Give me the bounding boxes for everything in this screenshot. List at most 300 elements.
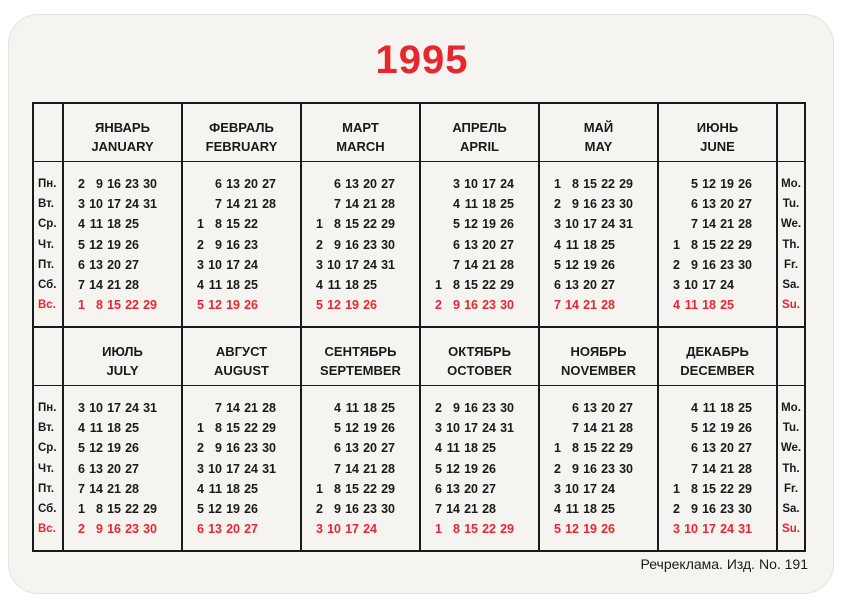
day-number: 24 (500, 177, 514, 191)
week-row (183, 519, 300, 539)
day-number: 1 (673, 481, 680, 496)
day-number: 20 (720, 441, 734, 456)
en-day-name: Fr. (783, 258, 799, 271)
day-number: 3 (197, 461, 204, 476)
day-number: 30 (619, 197, 633, 212)
week-row (302, 418, 419, 438)
day-number: 8 (334, 217, 341, 232)
day-number: 5 (197, 298, 204, 313)
day-number: 11 (345, 401, 359, 415)
day-number: 30 (738, 257, 752, 272)
day-number: 25 (500, 197, 514, 212)
week-row (540, 275, 657, 295)
day-number: 29 (381, 217, 395, 232)
day-number: 20 (244, 177, 258, 191)
day-number: 26 (738, 421, 752, 436)
day-number: 2 (435, 298, 442, 313)
day-number: 21 (464, 501, 478, 516)
day-number: 14 (583, 421, 597, 436)
month-header (659, 104, 776, 162)
week-row (183, 255, 300, 275)
month-name-ru: ЯНВАРЬ (95, 120, 150, 135)
ru-day-name: Ср. (38, 218, 57, 231)
day-number: 4 (78, 421, 85, 436)
week-row (659, 194, 776, 214)
day-number: 2 (554, 461, 561, 476)
day-number: 14 (226, 197, 240, 212)
week-row (659, 398, 776, 418)
second-half-year (32, 328, 806, 550)
day-number: 1 (78, 298, 85, 313)
day-number: 19 (345, 298, 359, 313)
day-number: 3 (78, 401, 85, 415)
en-day-name: Fr. (783, 482, 799, 495)
day-number: 2 (435, 401, 442, 415)
day-number: 17 (107, 197, 121, 212)
week-row (64, 235, 181, 255)
week-row (64, 275, 181, 295)
week-row (540, 418, 657, 438)
day-number: 27 (482, 481, 496, 496)
day-number: 20 (107, 461, 121, 476)
day-number: 16 (107, 522, 121, 537)
day-number: 31 (381, 257, 395, 272)
day-number: 12 (89, 237, 103, 252)
week-row (302, 499, 419, 519)
day-number: 9 (215, 441, 222, 456)
day-number: 11 (327, 277, 341, 292)
day-number: 17 (702, 277, 716, 292)
day-number: 25 (244, 481, 258, 496)
week-row (659, 174, 776, 194)
day-number: 15 (464, 522, 478, 537)
week-row (421, 275, 538, 295)
day-number: 12 (565, 522, 579, 537)
day-number: 25 (738, 401, 752, 415)
day-number: 28 (738, 217, 752, 232)
day-number: 16 (583, 461, 597, 476)
week-row (302, 398, 419, 418)
day-number: 30 (143, 522, 157, 537)
day-number: 29 (738, 481, 752, 496)
day-number: 24 (601, 217, 615, 232)
week-row (64, 418, 181, 438)
day-number: 27 (125, 257, 139, 272)
day-number: 26 (125, 237, 139, 252)
day-number: 23 (482, 401, 496, 415)
day-number: 28 (738, 461, 752, 476)
day-number: 15 (345, 217, 359, 232)
day-number: 15 (464, 277, 478, 292)
week-row (659, 275, 776, 295)
day-number: 19 (363, 421, 377, 436)
day-number: 29 (262, 421, 276, 436)
en-day-name: We. (780, 218, 802, 231)
month-name-ru: ИЮНЬ (696, 120, 739, 135)
month-block (419, 104, 538, 326)
day-number: 23 (244, 237, 258, 252)
day-number: 2 (197, 237, 204, 252)
day-number: 1 (554, 177, 561, 191)
day-number: 31 (262, 461, 276, 476)
day-number: 12 (208, 298, 222, 313)
day-number: 11 (702, 401, 716, 415)
month-name-ru: АПРЕЛЬ (452, 120, 507, 135)
day-number: 6 (435, 481, 442, 496)
month-name-ru: АВГУСТ (215, 344, 268, 359)
week-row (540, 398, 657, 418)
en-day-name: Tu. (782, 422, 800, 435)
day-number: 27 (738, 197, 752, 212)
day-number: 10 (565, 481, 579, 496)
week-row (540, 214, 657, 234)
month-name-en: SEPTEMBER (320, 363, 401, 378)
day-number: 16 (345, 501, 359, 516)
day-number: 6 (215, 177, 222, 191)
day-number: 12 (89, 441, 103, 456)
day-number: 17 (702, 522, 716, 537)
week-row (64, 499, 181, 519)
month-name-ru: ДЕКАБРЬ (686, 344, 749, 359)
day-number: 10 (565, 217, 579, 232)
day-number: 2 (197, 441, 204, 456)
day-number: 5 (78, 237, 85, 252)
day-number: 20 (583, 277, 597, 292)
day-number: 8 (453, 277, 460, 292)
day-number: 1 (435, 277, 442, 292)
day-number: 27 (601, 277, 615, 292)
day-number: 19 (226, 298, 240, 313)
month-block (62, 104, 181, 326)
day-number: 6 (691, 197, 698, 212)
day-number: 22 (601, 177, 615, 191)
month-name-ru: МАЙ (583, 120, 614, 135)
day-number: 30 (500, 401, 514, 415)
day-number: 26 (738, 177, 752, 191)
day-number: 23 (720, 501, 734, 516)
week-row (302, 214, 419, 234)
week-row (302, 295, 419, 315)
ru-day-name: Пт. (38, 482, 55, 495)
day-number: 24 (125, 401, 139, 415)
week-row (302, 438, 419, 458)
month-name-ru: МАРТ (342, 120, 379, 135)
day-number: 18 (226, 277, 240, 292)
day-number: 24 (244, 461, 258, 476)
day-number: 27 (125, 461, 139, 476)
day-number: 27 (381, 177, 395, 191)
month-header (183, 104, 300, 162)
day-number: 11 (565, 501, 579, 516)
day-number: 2 (78, 177, 85, 191)
day-number: 11 (684, 298, 698, 313)
day-number: 11 (565, 237, 579, 252)
week-row (302, 194, 419, 214)
day-number: 4 (453, 197, 460, 212)
day-number: 2 (673, 501, 680, 516)
day-number: 30 (619, 461, 633, 476)
month-block (62, 328, 181, 550)
day-number: 8 (96, 501, 103, 516)
day-number: 2 (554, 197, 561, 212)
ru-day-name: Пн. (38, 402, 57, 414)
day-number: 4 (334, 401, 341, 415)
day-number: 26 (244, 298, 258, 313)
month-block (181, 328, 300, 550)
day-number: 19 (720, 177, 734, 191)
week-row (183, 295, 300, 315)
day-number: 6 (334, 177, 341, 191)
day-number: 7 (215, 197, 222, 212)
ru-day-name: Сб. (38, 278, 57, 291)
day-number: 25 (482, 441, 496, 456)
day-number: 23 (601, 461, 615, 476)
week-row (183, 459, 300, 479)
day-number: 13 (446, 481, 460, 496)
day-number: 1 (197, 421, 204, 436)
month-name-en: OCTOBER (447, 363, 512, 378)
day-number: 3 (78, 197, 85, 212)
day-number: 2 (78, 522, 85, 537)
day-number: 7 (215, 401, 222, 415)
day-number: 18 (107, 217, 121, 232)
day-number: 30 (381, 501, 395, 516)
day-number: 6 (554, 277, 561, 292)
en-day-name: Su. (782, 523, 800, 536)
day-number: 9 (334, 501, 341, 516)
en-day-name: We. (780, 442, 802, 455)
week-row (421, 194, 538, 214)
week-row (421, 295, 538, 315)
day-number: 29 (619, 177, 633, 191)
day-number: 5 (435, 461, 442, 476)
day-number: 2 (316, 501, 323, 516)
day-number: 3 (197, 257, 204, 272)
day-number: 24 (720, 522, 734, 537)
day-number: 20 (363, 177, 377, 191)
month-name-en: NOVEMBER (560, 363, 637, 378)
first-half-year (32, 104, 806, 328)
ru-day-name: Вт. (38, 198, 54, 211)
day-number: 18 (482, 197, 496, 212)
day-number: 7 (78, 277, 85, 292)
month-name-ru: ФЕВРАЛЬ (209, 120, 274, 135)
day-number: 13 (565, 277, 579, 292)
day-number: 9 (96, 522, 103, 537)
day-number: 9 (453, 298, 460, 313)
day-number: 18 (464, 441, 478, 456)
day-number: 8 (572, 177, 579, 191)
day-number: 22 (363, 481, 377, 496)
week-row (659, 214, 776, 234)
day-number: 16 (583, 197, 597, 212)
day-number: 4 (554, 237, 561, 252)
week-row (421, 418, 538, 438)
day-number: 30 (262, 441, 276, 456)
day-number: 10 (208, 257, 222, 272)
day-number: 3 (673, 277, 680, 292)
day-number: 12 (208, 501, 222, 516)
day-number: 10 (327, 257, 341, 272)
week-row (64, 459, 181, 479)
month-block (657, 104, 776, 326)
day-number: 29 (619, 441, 633, 456)
week-row (421, 438, 538, 458)
day-number: 22 (482, 522, 496, 537)
day-number: 23 (601, 197, 615, 212)
ru-day-name: Чт. (38, 462, 54, 475)
day-number: 22 (363, 217, 377, 232)
day-number: 8 (572, 441, 579, 456)
day-number: 9 (691, 257, 698, 272)
day-number: 18 (345, 277, 359, 292)
week-row (302, 174, 419, 194)
day-number: 19 (583, 522, 597, 537)
day-number: 5 (78, 441, 85, 456)
day-number: 8 (691, 481, 698, 496)
day-number: 24 (125, 197, 139, 212)
week-row (64, 295, 181, 315)
day-number: 28 (125, 481, 139, 496)
day-number: 23 (244, 441, 258, 456)
day-number: 13 (345, 441, 359, 456)
day-number: 1 (197, 217, 204, 232)
day-number: 21 (107, 277, 121, 292)
day-number: 27 (381, 441, 395, 456)
week-row (183, 479, 300, 499)
day-number: 17 (226, 461, 240, 476)
day-number: 29 (381, 481, 395, 496)
day-number: 21 (363, 461, 377, 476)
day-number: 24 (244, 257, 258, 272)
day-number: 25 (363, 277, 377, 292)
day-number: 15 (107, 501, 121, 516)
week-row (64, 174, 181, 194)
day-number: 17 (345, 257, 359, 272)
day-number: 14 (345, 461, 359, 476)
year-title: 1995 (375, 38, 469, 82)
day-number: 26 (381, 421, 395, 436)
day-number: 28 (619, 421, 633, 436)
week-row (659, 519, 776, 539)
day-number: 26 (363, 298, 377, 313)
month-header (540, 104, 657, 162)
day-number: 13 (89, 461, 103, 476)
month-header (540, 328, 657, 386)
week-row (659, 255, 776, 275)
en-day-name: Su. (782, 299, 800, 312)
en-day-name: Sa. (782, 278, 800, 291)
day-number: 1 (78, 501, 85, 516)
week-row (540, 255, 657, 275)
week-row (659, 418, 776, 438)
week-row (540, 194, 657, 214)
day-number: 8 (215, 217, 222, 232)
day-number: 11 (208, 481, 222, 496)
day-number: 12 (702, 421, 716, 436)
day-number: 9 (572, 461, 579, 476)
day-number: 23 (125, 177, 139, 191)
day-number: 4 (316, 277, 323, 292)
week-row (540, 479, 657, 499)
day-number: 5 (453, 217, 460, 232)
day-number: 10 (464, 177, 478, 191)
day-number: 13 (226, 177, 240, 191)
day-number: 16 (107, 177, 121, 191)
day-number: 14 (89, 481, 103, 496)
day-number: 27 (244, 522, 258, 537)
day-number: 22 (720, 481, 734, 496)
day-number: 22 (244, 217, 258, 232)
week-row (64, 214, 181, 234)
day-number: 13 (702, 441, 716, 456)
day-number: 5 (334, 421, 341, 436)
day-number: 29 (143, 501, 157, 516)
en-day-name: Mo. (781, 402, 801, 414)
day-number: 14 (345, 197, 359, 212)
day-number: 26 (601, 522, 615, 537)
day-number: 17 (482, 177, 496, 191)
day-number: 7 (691, 461, 698, 476)
day-number: 16 (226, 441, 240, 456)
day-number: 12 (446, 461, 460, 476)
day-number: 16 (345, 237, 359, 252)
week-row (421, 255, 538, 275)
day-number: 14 (446, 501, 460, 516)
day-number: 22 (601, 441, 615, 456)
ru-day-name: Сб. (38, 502, 57, 515)
day-number: 31 (619, 217, 633, 232)
day-number: 22 (482, 277, 496, 292)
day-number: 12 (464, 217, 478, 232)
day-number: 4 (691, 401, 698, 415)
day-number: 26 (601, 257, 615, 272)
month-block (657, 328, 776, 550)
day-number: 5 (691, 177, 698, 191)
week-row (302, 479, 419, 499)
day-number: 25 (720, 298, 734, 313)
week-row (302, 255, 419, 275)
en-day-name: Mo. (781, 178, 801, 190)
day-number: 30 (738, 501, 752, 516)
day-number: 21 (720, 461, 734, 476)
ru-day-name: Чт. (38, 238, 54, 251)
week-row (659, 295, 776, 315)
day-number: 11 (208, 277, 222, 292)
month-name-en: JULY (106, 363, 139, 378)
month-header (659, 328, 776, 386)
day-number: 16 (226, 237, 240, 252)
day-number: 28 (500, 257, 514, 272)
day-number: 3 (453, 177, 460, 191)
day-number: 17 (464, 421, 478, 436)
day-number: 13 (89, 257, 103, 272)
day-number: 20 (720, 197, 734, 212)
month-block (300, 104, 419, 326)
day-number: 6 (334, 441, 341, 456)
week-row (183, 275, 300, 295)
day-number: 14 (702, 217, 716, 232)
day-number: 28 (381, 197, 395, 212)
day-number: 12 (565, 257, 579, 272)
week-row (183, 438, 300, 458)
month-block (419, 328, 538, 550)
week-row (64, 519, 181, 539)
week-row (183, 214, 300, 234)
day-number: 19 (583, 257, 597, 272)
day-number: 14 (226, 401, 240, 415)
day-number: 31 (738, 522, 752, 537)
